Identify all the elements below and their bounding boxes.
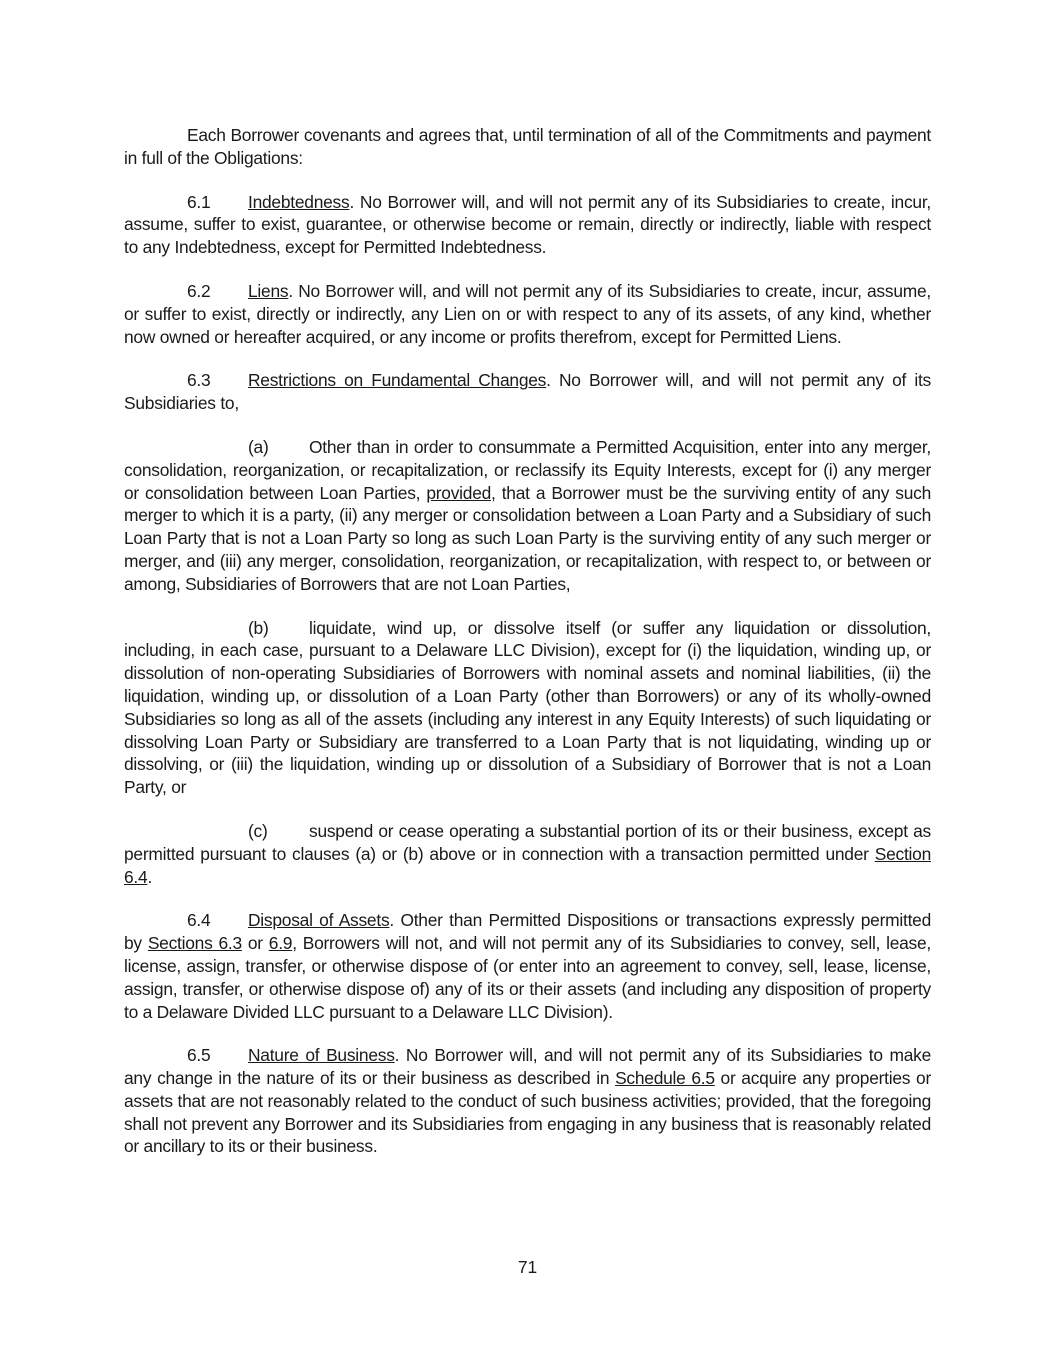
section-title: Restrictions on Fundamental Changes — [248, 370, 547, 391]
section-title: Liens — [248, 280, 289, 301]
intro-text: Each Borrower covenants and agrees that, until termination of all of the Commitments and payment in full of the Obligations: — [124, 125, 931, 168]
section-6-3 — [124, 369, 931, 415]
clause-text-cont: , that a Borrower must be the surviving entity of any such merger to which it is a party, (ii) any merger or consolidation between a Loan Party and a Subsidiary of such Loan Party that is not a Loan Party so long as such Loan Party is the surviving entity of any such merger or merger, and (iii) any merger, consolidation, reorganization, or recapitalization, with respect to, or between or among, Subsidiaries of Borrowers that are not Loan Parties, — [124, 482, 931, 594]
clause-6-3-a — [124, 436, 931, 596]
clause-text-cont: . — [147, 866, 153, 887]
section-number: 6.4 — [187, 910, 211, 931]
section-number: 6.3 — [187, 370, 211, 391]
section-title: Indebtedness — [248, 191, 350, 212]
clause-text: suspend or cease operating a substantial portion of its or their business, except as permitted pursuant to clauses (a) or (b) above or in connection with a transaction permitted under — [124, 820, 931, 864]
section-number: 6.5 — [187, 1045, 211, 1066]
section-text: . No Borrower will, and will not permit any of its Subsidiaries to, — [124, 370, 931, 414]
section-6-5 — [124, 1044, 931, 1158]
section-6-1 — [124, 191, 931, 259]
clause-number: (a) — [248, 436, 269, 457]
section-text: . Other than Permitted Dispositions or transactions expressly permitted by — [124, 910, 931, 954]
clause-6-3-b — [124, 617, 931, 799]
clause-number: (c) — [248, 820, 268, 841]
section-reference: 6.9 — [268, 933, 293, 954]
section-text: . No Borrower will, and will not permit any of its Subsidiaries to create, incur, assume, or suffer to exist, directly or indirectly, any Lien on or with respect to any of its assets, of any kind, whether now owned or hereafter acquired, or any income or profits therefrom, except for Permitted Liens. — [124, 280, 931, 347]
section-text-cont: or acquire any properties or assets that are not reasonably related to the conduct of such business activities; provided, that the foregoing shall not prevent any Borrower and its Subsidiaries from engaging in any business that is reasonably related or ancillary to its or their business. — [124, 1068, 931, 1157]
section-title: Nature of Business — [248, 1045, 395, 1066]
section-title: Disposal of Assets — [248, 910, 390, 931]
section-text: . No Borrower will, and will not permit any of its Subsidiaries to make any change in the nature of its or their business as described in — [124, 1045, 931, 1089]
schedule-reference: Schedule 6.5 — [615, 1068, 715, 1089]
section-number: 6.1 — [187, 191, 211, 212]
clause-underlined-term: provided — [426, 482, 492, 503]
section-number: 6.2 — [187, 280, 211, 301]
page-number: 71 — [517, 1257, 538, 1277]
section-6-4 — [124, 909, 931, 1023]
clause-number: (b) — [248, 617, 269, 638]
clause-text: Other than in order to consummate a Permitted Acquisition, enter into any merger, consolidation, reorganization, or recapitalization, or reclassify its Equity Interests, except for (i) any merger or consolidation between Loan Parties, — [124, 436, 931, 503]
section-reference: Section 6.4 — [124, 843, 931, 887]
intro-paragraph — [124, 124, 931, 170]
section-text-mid: or — [241, 933, 269, 954]
document-body — [124, 124, 931, 1179]
section-6-2 — [124, 280, 931, 348]
clause-6-3-c — [124, 820, 931, 888]
section-text-cont: , Borrowers will not, and will not permit any of its Subsidiaries to convey, sell, lease, license, assign, transfer, or otherwise dispose of (or enter into an agreement to convey, sell, lease, license, assign, transfer, or otherwise dispose of) any of its or their assets (and including any disposition of property to a Delaware Divided LLC pursuant to a Delaware LLC Division). — [124, 933, 931, 1022]
section-reference: Sections 6.3 — [147, 933, 242, 954]
clause-text: liquidate, wind up, or dissolve itself (or suffer any liquidation or dissolution, including, in each case, pursuant to a Delaware LLC Division), except for (i) the liquidation, winding up, or dissolution of non-operating Subsidiaries of Borrowers with nominal assets and nominal liabilities, (ii) the liquidation, winding up, or dissolution of a Loan Party (other than Borrowers) or any of its wholly-owned Subsidiaries so long as all of the assets (including any interest in any Equity Interests) of such liquidating or dissolving Loan Party or Subsidiary are transferred to a Loan Party that is not liquidating, winding up or dissolving, or (iii) the liquidation, winding up or dissolution of a Subsidiary of Borrower that is not a Loan Party, or — [124, 617, 931, 798]
section-text: . No Borrower will, and will not permit any of its Subsidiaries to create, incur, assume, suffer to exist, guarantee, or otherwise become or remain, directly or indirectly, liable with respect to any Indebtedness, except for Permitted Indebtedness. — [124, 191, 931, 258]
